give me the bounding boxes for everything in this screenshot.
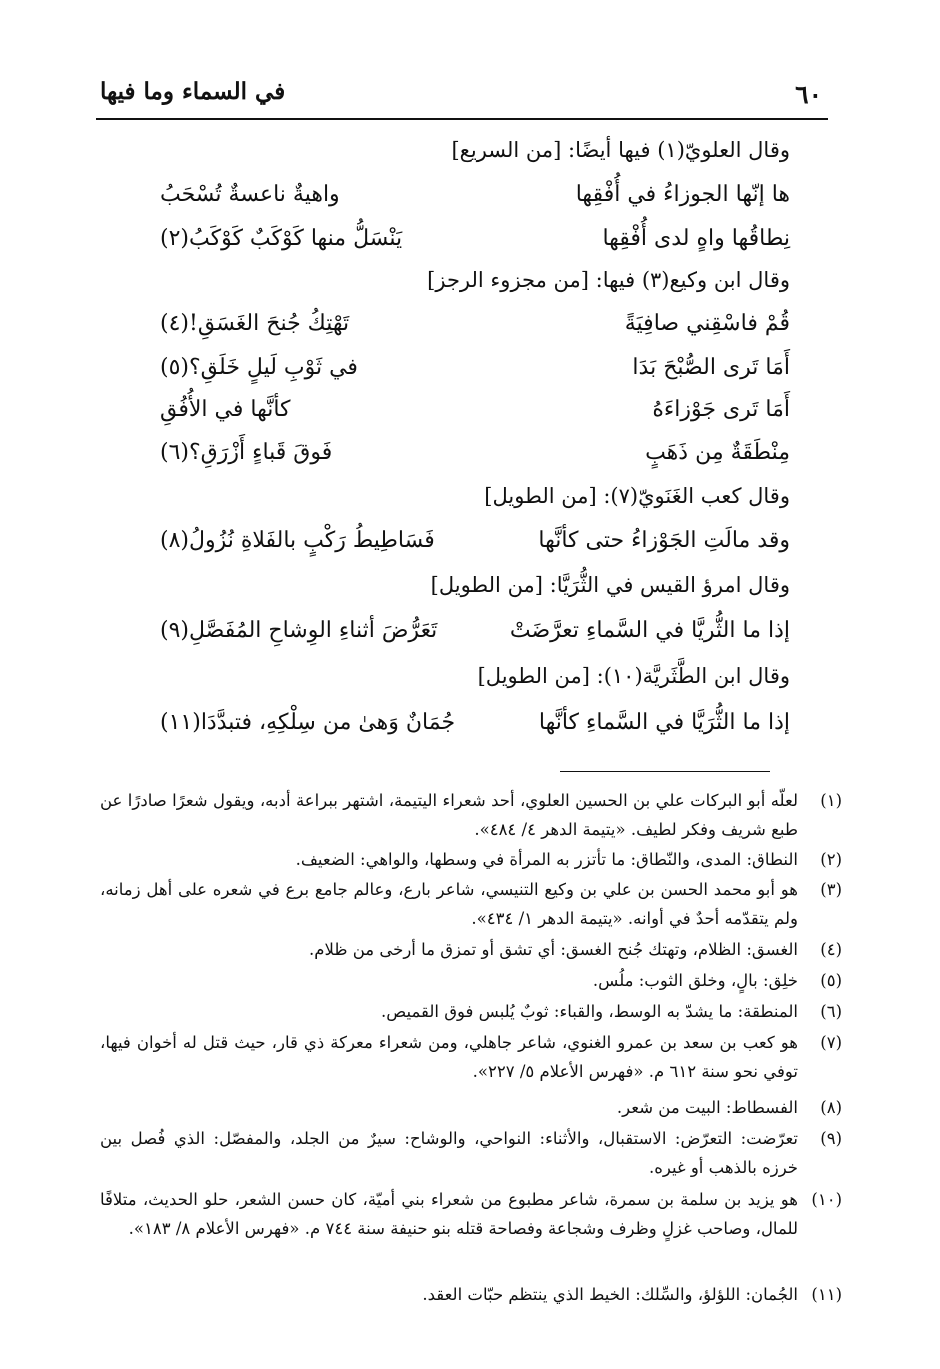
footnote-number: (١٠) <box>811 1190 842 1209</box>
poem-intro: وقال العلويّ(١) فيها أيضًا: [من السريع] <box>451 138 790 162</box>
footnote-number: (٦) <box>820 1002 842 1021</box>
verse-second-hemistich: تَعَرُّضَ أثناءِ الوِشاحِ المُفَصَّلِ(٩) <box>160 618 438 643</box>
verse-second-hemistich: كأنَّها في الأُفُقِ <box>160 397 291 422</box>
verse-first-hemistich: مِنْطَقَةٌ مِن ذَهَبٍ <box>645 440 790 465</box>
verse-first-hemistich: إذا ما الثُّريَّا في السَّماءِ تعرَّضَتْ <box>509 618 790 643</box>
footnote-text: الجُمان: اللؤلؤ، والسِّلك: الخيط الذي ينتظم حبّات العقد. <box>422 1285 798 1304</box>
footnote-number: (٩) <box>820 1129 842 1148</box>
verse-second-hemistich: فَوقَ قَباءٍ أَزْرَقِ؟(٦) <box>160 440 333 465</box>
footnote <box>100 1124 842 1182</box>
verse-second-hemistich: تَهْتِكُ جُنحَ الغَسَقِ!(٤) <box>160 311 350 336</box>
footnote <box>100 935 842 964</box>
footnote-text: هو يزيد بن سلمة بن سمرة، شاعر مطبوع من شعراء بني أميّة، كان حسن الشعر، حلو الحديث، متلافًا للمال، وصاحب غزلٍ وظرف وشجاعة وفصاحة قتله بنو حنيفة سنة ٧٤٤ م. «فهرس الأعلام ٨/ ١٨٣». <box>100 1190 798 1238</box>
footnote-number: (٨) <box>820 1098 842 1117</box>
verse-first-hemistich: نِطاقُها واهٍ لدى أُفْقِها <box>602 226 790 251</box>
footnote-text: خلِق: بالٍ، وخلق الثوب: ملُس. <box>592 971 798 990</box>
page-number: ٦٠ <box>795 80 822 109</box>
footnote-text: النطاق: المدى، والنّطاق: ما تأتزر به المرأة في وسطها، والواهي: الضعيف. <box>295 850 798 869</box>
footnote-number: (٥) <box>820 971 842 990</box>
footnote-text: لعلّه أبو البركات علي بن الحسين العلوي، أحد شعراء اليتيمة، اشتهر ببراعة أدبه، ويقول شعرًا صادرًا عن طبع شريف وفكر لطيف. «يتيمة الدهر ٤/ ٤٨٤». <box>100 791 798 839</box>
footnote-number: (٧) <box>820 1033 842 1052</box>
footnote <box>100 966 842 995</box>
footnote-text: هو كعب بن سعد بن عمرو الغنوي، شاعر جاهلي، ومن شعراء معركة ذي قار، حيث قتل له أخوان فيها، توفي نحو سنة ٦١٢ م. «فهرس الأعلام ٥/ ٢٢٧». <box>100 1033 798 1081</box>
footnote-number: (٢) <box>820 850 842 869</box>
poem-intro: وقال ابن الطَّثَريَّة(١٠): [من الطويل] <box>477 664 790 688</box>
verse-second-hemistich: في ثَوْبِ لَيلٍ خَلَقِ؟(٥) <box>160 355 358 380</box>
poem-intro: وقال كعب الغَنَويّ(٧): [من الطويل] <box>484 484 790 508</box>
poem-intro: وقال ابن وكيع(٣) فيها: [من مجزوء الرجز] <box>427 268 790 292</box>
footnote <box>100 786 842 844</box>
footnote <box>100 1028 842 1086</box>
footnote <box>100 997 842 1026</box>
footnote-text: المنطقة: ما يشدّ به الوسط، والقباء: ثوبٌ يُلبس فوق القميص. <box>381 1002 798 1021</box>
verse-first-hemistich: وقد مالَتِ الجَوْزاءُ حتى كأنَّها <box>538 528 790 553</box>
footnote-number: (٤) <box>820 940 842 959</box>
verse-first-hemistich: أَمَا تَرى الصُّبْحَ بَدَا <box>632 355 790 380</box>
footnote <box>100 1093 842 1122</box>
verse-first-hemistich: قُمْ فاسْقِني صافِيَةً <box>624 311 790 336</box>
header-rule <box>96 118 828 120</box>
verse-second-hemistich: جُمَانٌ وَهىٰ من سِلْكِهِ، فتبدَّدَا(١١) <box>160 710 456 735</box>
verse-second-hemistich: يَنْسَلُّ منها كَوْكَبٌ كَوْكَبُ(٢) <box>160 226 403 251</box>
footnote <box>100 875 842 933</box>
footnote <box>100 1185 842 1243</box>
footnote-number: (١١) <box>811 1285 842 1304</box>
footnote <box>100 845 842 874</box>
footnote-number: (٣) <box>820 880 842 899</box>
verse-second-hemistich: واهيةٌ ناعسةٌ تُسْحَبُ <box>160 182 340 207</box>
footnote-text: الغسق: الظلام، وتهتك جُنح الغسق: أي تشق أو تمزق ما أرخى من ظلام. <box>309 940 798 959</box>
footnote <box>100 1280 842 1309</box>
verse-first-hemistich: إذا ما الثُّرَيَّا في السَّماءِ كأنَّها <box>538 710 790 735</box>
verse-first-hemistich: أَمَا تَرى جَوْزاءَهُ <box>652 397 790 422</box>
verse-second-hemistich: فَسَاطِيطُ رَكْبٍ بالفَلاةِ نُزُولُ(٨) <box>160 528 435 553</box>
footnote-text: الفسطاط: البيت من شعر. <box>616 1098 798 1117</box>
footnote-number: (١) <box>820 791 842 810</box>
footnote-text: هو أبو محمد الحسن بن علي بن وكيع التنيسي، شاعر بارع، وعالم جامع برع في شعره على أهل زمانه، ولم يتقدّمه أحدٌ في أوانه. «يتيمة الدهر ١/ ٤٣٤». <box>100 880 798 928</box>
verse-first-hemistich: ها إنّها الجوزاءُ في أُفْقِها <box>575 182 790 207</box>
footnote-text: تعرّضت: التعرّض: الاستقبال، والأثناء: النواحي، والوشاح: سيرٌ من الجلد، والمفصّل: الذي فُصل بين خرزه بالذهب أو غيره. <box>100 1129 798 1177</box>
footnote-separator <box>560 771 770 772</box>
poem-intro: وقال امرؤ القيس في الثُّرَيَّا: [من الطويل] <box>430 573 790 597</box>
running-title: في السماء وما فيها <box>100 78 286 105</box>
